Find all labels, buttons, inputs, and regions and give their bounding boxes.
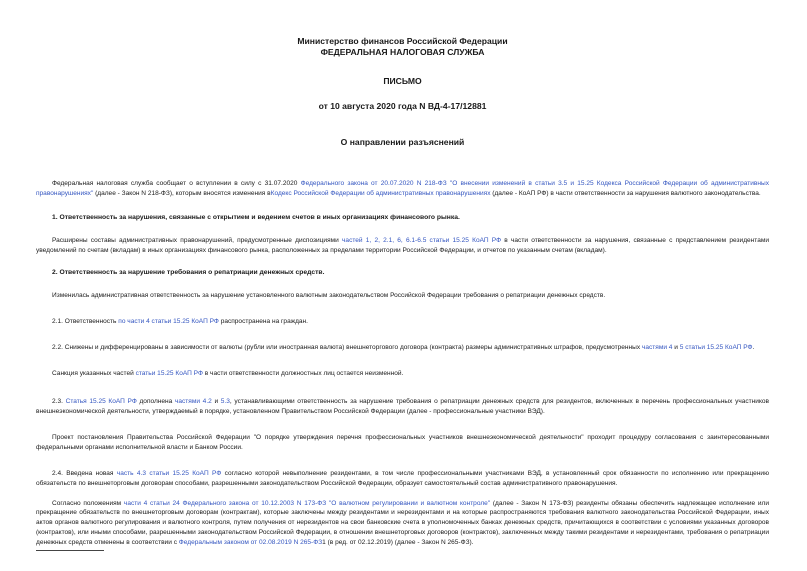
part-4-article-15-25-link[interactable]: по части 4 статьи 15.25 КоАП РФ [118,318,219,326]
part-5-3-link[interactable]: 5.3 [220,398,230,406]
law-173-fz-link[interactable]: части 4 статьи 24 Федерального закона от 10.12.2003 N 173-ФЗ "О валютном регулировании и валютном контроле" [123,499,491,507]
text: и [672,344,680,352]
law-218-fz-link[interactable]: Федерального закона от 20.07.2020 N 218-ФЗ "О внесении изменений в статьи 3.5 и 15.25 Кодекса Российской Федерации об административных правонарушениях" [36,180,769,197]
section-1-heading: 1. Ответственность за нарушения, связанные с открытием и ведением счетов в иных организациях финансового рынка. [52,213,460,221]
government-decree-paragraph: Проект постановления Правительства Российской Федерации "О порядке утверждения перечня профессиональных участников внешнеэкономической деятельности" проходит процедуру согласования с заинтересованными федеральными органами исполнительной власти и Банком России. [36,433,769,451]
sanction-paragraph [36,369,769,379]
text: . [752,344,755,352]
text: согласно которой невыполнение резидентами, в том числе профессиональными участниками ВЭД, в установленный срок обязанности по исполнению или прекращению обязательств по внешнеторговым договорам способами, разрешенными законодательством Российской Федерации, образует самостоятельный состав административного правонарушения. [36,469,769,487]
text: 2.4. Введена новая [52,469,117,477]
text: 2.2. Снижены и дифференцированы в зависимости от валюты (рубли или иностранная валюта) внешнеторгового договора (контракта) размеры административных штрафов, предусмотренных [52,344,642,352]
parts-4-link[interactable]: частями 4 [641,344,673,352]
article-15-25-main-link[interactable]: Статья 15.25 КоАП РФ [65,398,137,406]
text: и [211,398,221,406]
section-2-3-paragraph [36,397,769,417]
koap-rf-link[interactable]: Кодекс Российской Федерации об административных правонарушениях [270,189,491,197]
text: 2.3. [52,398,66,406]
part-5-article-15-25-link[interactable]: 5 статьи 15.25 КоАП РФ [679,344,753,352]
text: Согласно положениям [52,499,124,507]
law-173-fz-paragraph [36,499,769,549]
article-15-25-link[interactable]: статьи 15.25 КоАП РФ [135,370,203,378]
ministry-name: Министерство финансов Российской Федерации [297,36,508,46]
intro-paragraph [36,179,769,199]
text: 2.1. Ответственность [52,318,119,326]
document-type: ПИСЬМО [383,76,422,86]
text: Федеральная налоговая служба сообщает о вступлении в силу с 31.07.2020 [52,180,301,187]
text: (далее - Закон N 173-ФЗ) резиденты обязаны обеспечить надлежащее исполнение или прекращение обязательств по внешнеторговым договорам (контрактам), которые заключены между резидентами и нерезидентами и на которые распространяются требования валютного законодательства Российской Федерации, иных актов органов валютного регулирования и валютного контроля, путем получения от нерезидентов на свои банковские счета в уполномоченных банках денежных средств, причитающихся в соответствии с условиями указанных договоров (контрактов), или иными способами, разрешенными законодательством Российской Федерации, в отношении внешнеторговых договоров (контрактов), заключенных между такими резидентами и нерезидентами, требования о репатриации денежных средств отменены в соответствии с [36,499,769,547]
document-date-number: от 10 августа 2020 года N ВД-4-17/12881 [318,101,487,111]
service-name: ФЕДЕРАЛЬНАЯ НАЛОГОВАЯ СЛУЖБА [320,47,485,57]
text: Расширены составы административных правонарушений, предусмотренные диспозициями [52,236,343,244]
text: дополнена [136,398,175,406]
section-2-paragraph-1: Изменилась административная ответственность за нарушение установленного валютным законодательством Российской Федерации требования о репатриации денежных средств. [52,292,606,300]
section-1-paragraph [36,236,769,256]
section-2-2-paragraph [36,343,769,353]
text: распространена на граждан. [218,318,308,326]
article-15-25-parts-link[interactable]: частей 1, 2, 2.1, 6, 6.1-6.5 статьи 15.25 КоАП РФ [342,236,502,244]
text: в части ответственности должностных лиц остается неизменной. [202,370,404,378]
text: Санкция указанных частей [52,370,136,378]
text: (далее - КоАП РФ) в части ответственности за нарушения валютного законодательства. [490,189,761,197]
section-2-4-paragraph [36,469,769,489]
text: (далее - Закон N 218-ФЗ), которым вносятся изменения в [93,189,271,197]
part-4-3-article-15-25-link[interactable]: часть 4.3 статьи 15.25 КоАП РФ [116,469,222,477]
text: в части ответственности за нарушения, связанные с представлением резидентами уведомлений по счетам (вкладам) в иных организациях финансового рынка, расположенных за пределами территории Российской Федерации, и отчетов по указанным счетам (вкладам). [36,236,769,254]
section-2-1-paragraph [36,317,769,327]
law-265-fz-link[interactable]: Федеральным законом от 02.08.2019 N 265-ФЗ [178,539,323,547]
section-2-heading: 2. Ответственность за нарушение требования о репатриации денежных средств. [52,268,325,276]
footnote-divider [36,550,104,551]
document-subject: О направлении разъяснений [340,137,465,147]
text: 1 (в ред. от 02.12.2019) (далее - Закон N 265-ФЗ). [322,539,474,547]
parts-4-2-link[interactable]: частями 4.2 [174,398,212,406]
text: , устанавливающими ответственность за нарушение требования о репатриации денежных средств для резидентов, включенных в перечень профессиональных участников внешнеэкономической деятельности, утверждаемый в порядке, установленном Правительством Российской Федерации (далее - профессиональные участники ВЭД). [36,398,769,415]
